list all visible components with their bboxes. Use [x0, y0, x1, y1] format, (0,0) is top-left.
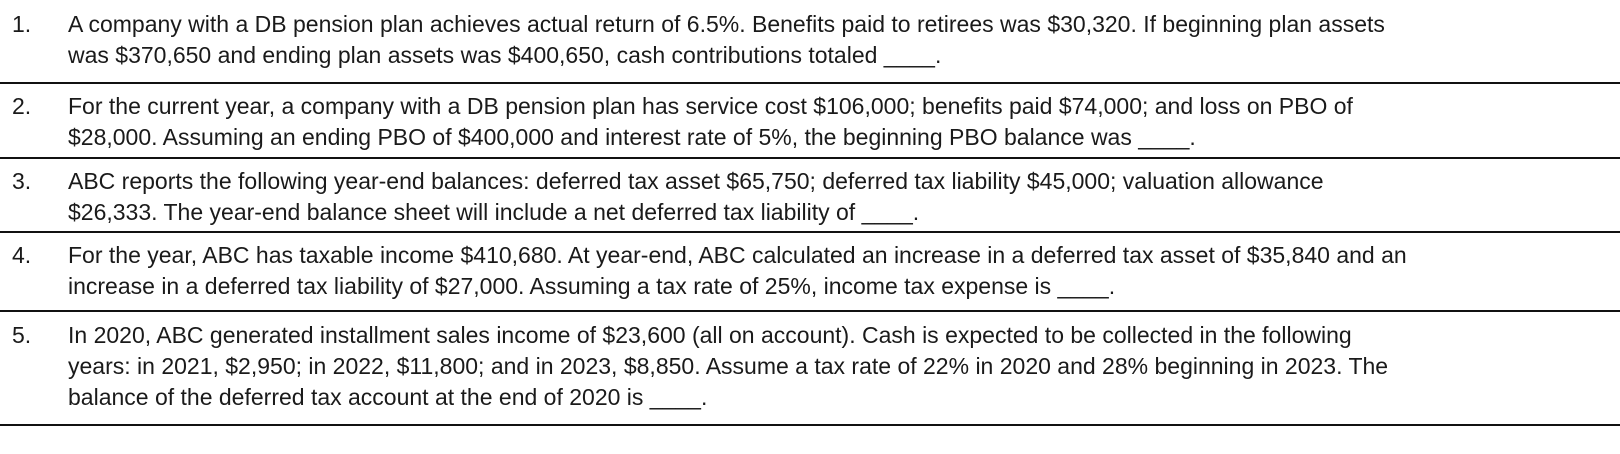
question-number: 4. [12, 242, 32, 268]
divider [0, 157, 1620, 159]
divider [0, 424, 1620, 426]
question-number: 3. [12, 168, 32, 194]
question-text: For the current year, a company with a DB pension plan has service cost $106,000; benefits paid $74,000; and loss on PBO of $28,000. Assuming an ending PBO of $400,000 and interest rate of 5%, the beginning PBO balance was ____. [68, 93, 1353, 150]
question-text: In 2020, ABC generated installment sales income of $23,600 (all on account). Cash is expected to be collected in the following years: in 2021, $2,950; in 2022, $11,800; and in 2023, $8,850. Assume a tax rate of 22% in 2020 and 28% beginning in 2023. The balance of the deferred tax account at the end of 2020 is ____. [68, 322, 1389, 410]
question-text: ABC reports the following year-end balances: deferred tax asset $65,750; deferred tax liability $45,000; valuation allowance $26,333. The year-end balance sheet will include a net deferred tax liability of ____. [68, 168, 1324, 225]
question-number: 1. [12, 11, 32, 37]
divider [0, 82, 1620, 84]
question-text: For the year, ABC has taxable income $410,680. At year-end, ABC calculated an increase in a deferred tax asset of $35,840 and an increase in a deferred tax liability of $27,000. Assuming a tax rate of 25%, income tax expense is ____. [68, 242, 1407, 299]
divider [0, 310, 1620, 312]
divider [0, 231, 1620, 233]
question-text: A company with a DB pension plan achieves actual return of 6.5%. Benefits paid to retirees was $30,320. If beginning plan assets was $370,650 and ending plan assets was $400,650, cash contributions totaled ____. [68, 11, 1385, 68]
question-number: 5. [12, 322, 32, 348]
question-number: 2. [12, 93, 32, 119]
